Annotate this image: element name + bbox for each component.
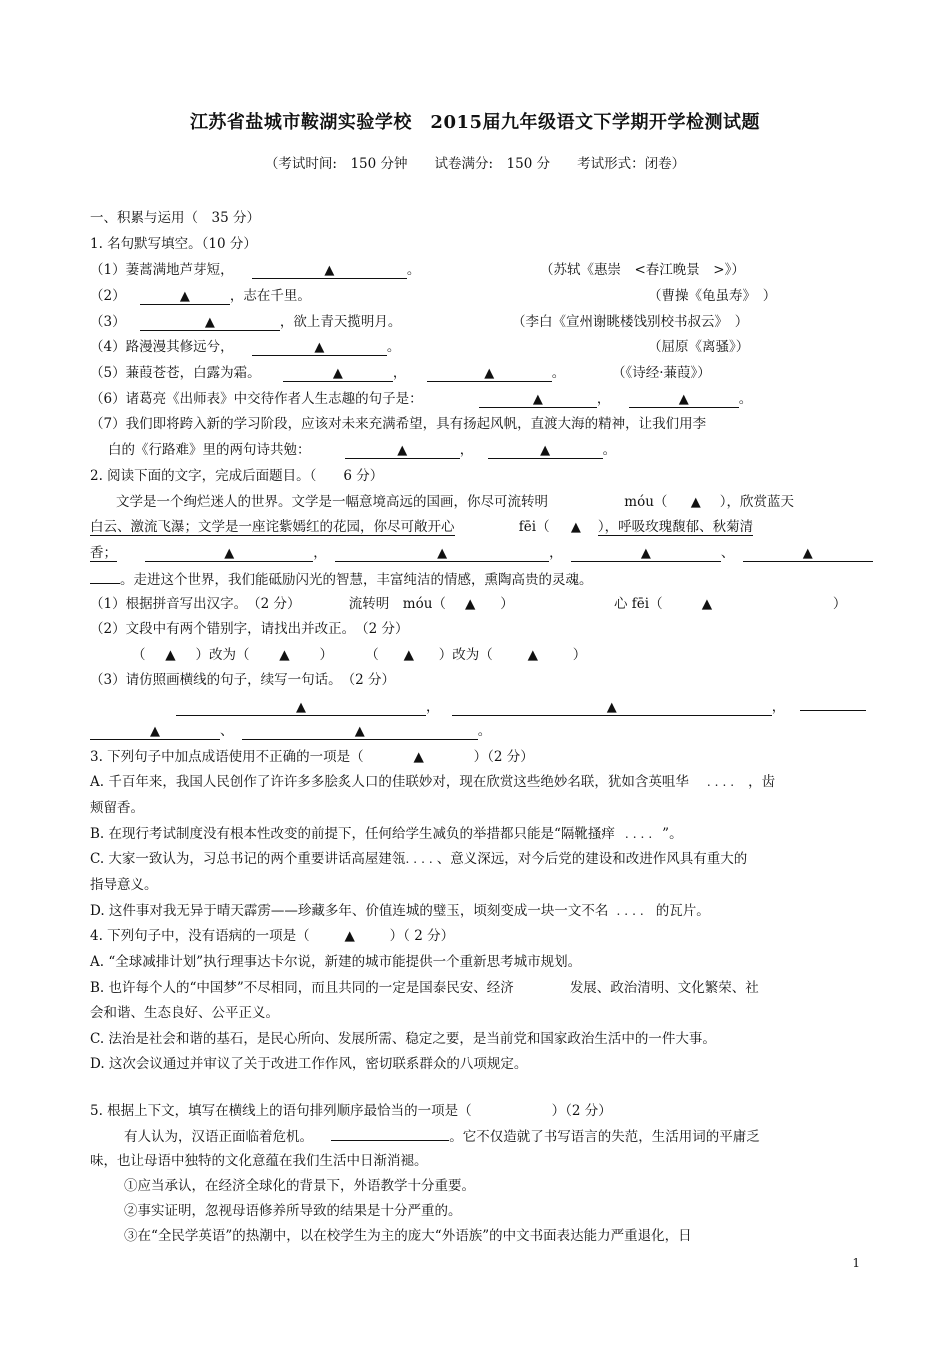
answer-blank[interactable]: ▲	[90, 723, 220, 740]
source-note: （《诗经·蒹葭》）	[612, 365, 711, 381]
q5-item-1: ①应当承认，在经济全球化的背景下，外语教学十分重要。	[124, 1178, 475, 1194]
answer-blank[interactable]: ▲	[279, 647, 290, 663]
question-3-heading: 3. 下列句子中加点成语使用不正确的一项是（ ▲ ）（2 分）	[90, 749, 534, 765]
answer-blank[interactable]: ▲	[252, 339, 387, 356]
page-title: 江苏省盐城市鞍湖实验学校 2015届九年级语文下学期开学检测试题	[189, 112, 761, 133]
answer-blank[interactable]	[800, 694, 866, 711]
q1-line-7b: 白的《行路难》里的两句诗共勉： ▲ ， ▲ 。	[108, 442, 617, 458]
q2-sub-2-answers: （ ▲ ）改为（ ▲ ） （ ▲ ）改为（ ▲ ）	[132, 647, 587, 663]
source-note: （屈原《离骚》）	[648, 339, 750, 355]
answer-blank[interactable]: ▲	[413, 749, 424, 765]
q2-passage-line-3: 香； ▲ ， ▲ ， ▲ 、 ▲	[90, 541, 873, 562]
question-5-heading: 5. 根据上下文，填写在横线上的语句排列顺序最恰当的一项是（ ）（2 分）	[90, 1103, 612, 1119]
source-note: （苏轼《惠崇 <春江晚景 >》）	[540, 262, 745, 278]
q2-sub-3: （3）请仿照画横线的句子，续写一句话。 （2 分）	[90, 672, 395, 688]
q1-line-6: （6）诸葛亮《出师表》中交待作者人生志趣的句子是： ▲ ， ▲ 。	[90, 391, 753, 407]
answer-blank[interactable]: ▲	[743, 545, 873, 562]
q3-option-a-cont: 颊留香。	[90, 800, 144, 816]
q3-option-c: C. 大家一致认为，习总书记的两个重要讲话高屋建瓴....、意义深远，对今后党的建设和改进作风具有重大的	[90, 851, 748, 867]
q4-option-b: B. 也许每个人的“中国梦”不尽相同，而且共同的一定是国泰民安、经济 发展、政治清明、文化繁荣、社	[90, 980, 759, 996]
q1-line-3: （3） ▲ ，欲上青天揽明月。	[90, 314, 402, 330]
source-note: （曹操《龟虽寿》 ）	[648, 288, 777, 304]
q3-option-b: B. 在现行考试制度没有根本性改变的前提下，任何给学生减负的举措都只能是“隔靴搔痒 .... ”。	[90, 826, 683, 842]
q1-line-4: （4）路漫漫其修远兮， ▲ 。	[90, 339, 401, 355]
answer-blank[interactable]: ▲	[335, 545, 549, 562]
answer-blank[interactable]: ▲	[252, 262, 407, 279]
answer-blank[interactable]: ▲	[140, 288, 230, 305]
answer-blank[interactable]	[90, 567, 120, 584]
answer-blank[interactable]: ▲	[701, 596, 713, 612]
q1-line-7: （7）我们即将跨入新的学习阶段，应该对未来充满希望，具有扬起风帆，直渡大海的精神，让我们用李	[90, 416, 707, 432]
q5-item-2: ②事实证明，忽视母语修养所导致的结果是十分严重的。	[124, 1203, 462, 1219]
q5-passage-line-1: 有人认为，汉语正面临着危机。 。它不仅造就了书写语言的失范，生活用词的平庸乏	[124, 1124, 760, 1145]
section-heading: 一、积累与运用（ 35 分）	[90, 210, 260, 226]
answer-blank[interactable]: ▲	[165, 647, 176, 663]
q3-option-c-cont: 指导意义。	[90, 877, 158, 893]
q4-option-a: A. “全球减排计划”执行理事达卡尔说，新建的城市能提供一个重新思考城市规划。	[90, 954, 582, 970]
answer-blank[interactable]: ▲	[403, 647, 414, 663]
answer-blank[interactable]: ▲	[242, 723, 478, 740]
q4-option-b-cont: 会和谐、生态良好、公平正义。	[90, 1005, 279, 1021]
answer-blank[interactable]: ▲	[570, 520, 581, 535]
answer-blank[interactable]: ▲	[488, 442, 603, 459]
q1-line-2: （2） ▲ ，志在千里。	[90, 288, 311, 304]
q2-passage-line-2: 白云、激流飞瀑；文学是一座诧紫嫣红的花园，你尽可敞开心 fēi（ ▲ ），呼吸玫瑰馥郁、秋菊清	[90, 519, 754, 535]
answer-blank[interactable]: ▲	[465, 596, 476, 612]
q4-option-c: C. 法治是社会和谐的基石，是民心所向、发展所需、稳定之要，是当前党和国家政治生活中的一件大事。	[90, 1031, 716, 1047]
answer-blank[interactable]: ▲	[479, 391, 597, 408]
answer-blank[interactable]: ▲	[145, 545, 313, 562]
source-note: （李白《宣州谢眺楼饯别校书叔云》 ）	[512, 314, 749, 330]
answer-blank[interactable]: ▲	[571, 545, 721, 562]
q2-passage-line-1: 文学是一个绚烂迷人的世界。文学是一幅意境高远的国画，你尽可流转明 móu（ ▲ ），欣赏蓝天	[116, 494, 794, 510]
q5-item-3: ③在“全民学英语”的热潮中，以在校学生为主的庞大“外语族”的中文书面表达能力严重退化，日	[124, 1228, 692, 1244]
answer-blank[interactable]: ▲	[283, 365, 393, 382]
q5-passage-line-2: 味，也让母语中独特的文化意蕴在我们生活中日渐消褪。	[90, 1153, 428, 1169]
question-4-heading: 4. 下列句子中，没有语病的一项是（ ▲ ）（ 2 分）	[90, 928, 455, 944]
answer-blank[interactable]: ▲	[527, 647, 538, 663]
q2-sub-1: （1）根据拼音写出汉字。 （2 分） 流转明 móu（ ▲ ） 心 fēi（ ▲ ）	[90, 596, 847, 612]
q1-line-5: （5）蒹葭苍苍，白露为霜。 ▲ ， ▲ 。	[90, 365, 566, 381]
page-number: 1	[852, 1256, 860, 1270]
answer-blank[interactable]: ▲	[427, 365, 552, 382]
q2-sub-3-line-1: ▲ ， ▲ ，	[176, 694, 866, 716]
answer-blank[interactable]: ▲	[140, 314, 280, 331]
exam-info: （考试时间: 150 分钟 试卷满分: 150 分 考试形式：闭卷）	[264, 156, 686, 172]
answer-blank[interactable]: ▲	[452, 699, 772, 716]
answer-blank[interactable]: ▲	[629, 391, 739, 408]
q2-passage-line-4: 。走进这个世界，我们能砥励闪光的智慧，丰富纯洁的情感，熏陶高贵的灵魂。	[90, 567, 593, 588]
answer-blank[interactable]: ▲	[345, 442, 460, 459]
q1-line-1: （1）萋蒿满地芦芽短， ▲ 。	[90, 262, 421, 278]
q4-option-d: D. 这次会议通过并审议了关于改进工作作风，密切联系群众的八项规定。	[90, 1056, 528, 1072]
q3-option-a: A. 千百年来，我国人民创作了许许多多脍炙人口的佳联妙对，现在欣赏这些绝妙名联，犹如含英咀华 .... ，齿	[90, 774, 776, 790]
question-2-heading: 2. 阅读下面的文字，完成后面题目。（ 6 分）	[90, 468, 384, 484]
answer-blank[interactable]: ▲	[344, 928, 355, 944]
answer-blank[interactable]: ▲	[176, 699, 426, 716]
q2-sub-2: （2）文段中有两个错别字，请找出并改正。 （2 分）	[90, 621, 409, 637]
q3-option-d: D. 这件事对我无异于晴天霹雳——珍藏多年、价值连城的璧玉，顷刻变成一块一文不名 .... 的瓦片。	[90, 903, 710, 919]
answer-blank[interactable]	[331, 1124, 449, 1141]
question-1-heading: 1. 名句默写填空。（10 分）	[90, 236, 257, 252]
answer-blank[interactable]: ▲	[690, 495, 701, 510]
q2-sub-3-line-2: ▲ 、 ▲ 。	[90, 719, 491, 740]
